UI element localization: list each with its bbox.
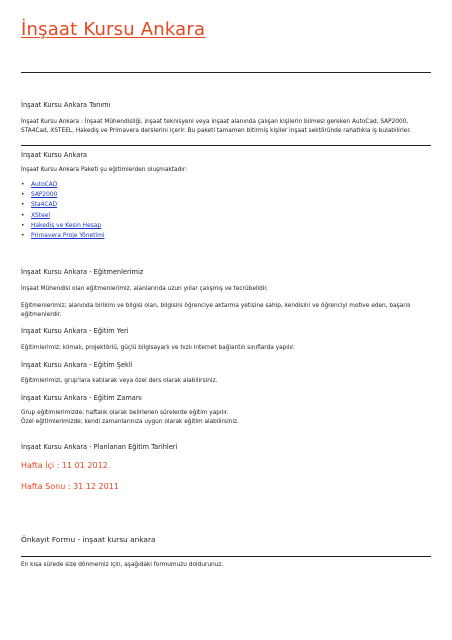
zaman-line-1: Grup eğitimlerimizde; haftalık olarak belirlenen sürelerde eğitim yapılır. <box>21 410 229 416</box>
link-autocad[interactable]: AutoCAD <box>31 182 58 188</box>
link-xsteel[interactable]: XSteel <box>31 212 50 219</box>
yer-heading: İnşaat Kursu Ankara - Eğitim Yeri <box>21 327 129 335</box>
zaman-line-2: Özel eğitimlerimizde; kendi zamanlarınıza uygun olarak eğitim alabilirsiniz. <box>21 419 239 426</box>
page-title[interactable]: İnşaat Kursu Ankara <box>21 19 206 40</box>
list-item <box>21 211 104 221</box>
bullet-icon: • <box>21 202 25 209</box>
sekil-heading: İnşaat Kursu Ankara - Eğitim Şekli <box>21 361 133 369</box>
link-sta4cad[interactable]: Sta4CAD <box>31 202 58 209</box>
divider-top <box>21 72 431 73</box>
zaman-text <box>21 409 433 427</box>
sekil-paragraph: Eğitimlerimizi, grup'lara katılarak veya özel ders olarak alabilirsiniz. <box>21 378 218 384</box>
tanim-text <box>21 118 433 136</box>
form-paragraph: En kısa sürede size dönmemiz için, aşağıdaki formumuzu doldurunuz. <box>21 562 224 568</box>
list-item <box>21 231 104 241</box>
link-primavera[interactable]: Primavera Proje Yönetimi <box>31 232 105 239</box>
hafta-sonu-date: Hafta Sonu : 31 12 2011 <box>21 482 119 491</box>
zaman-heading: İnşaat Kursu Ankara - Eğitim Zamanı <box>21 394 142 402</box>
sekil-text <box>21 377 433 386</box>
egitmenler-text-1 <box>21 285 433 294</box>
form-title: Önkayıt Formu - inşaat kursu ankara <box>21 535 156 544</box>
bullet-icon: • <box>21 192 25 199</box>
form-text <box>21 561 433 570</box>
yer-paragraph: Eğitimlerimiz; klimalı, projektörlü, güçlü bilgisayarlı ve hızlı internet bağlantılı sınıflarda yapılır. <box>21 345 295 351</box>
bullet-icon: • <box>21 232 25 239</box>
yer-text <box>21 344 433 353</box>
list-item <box>21 190 104 200</box>
egitmenler-paragraph-2: Eğitmenlerimiz; alanında birikim ve bilgisi olan, bilgisini öğrenciye aktarma yetisine sahip, kendisini ve öğrenciyi motive eden, başarılı eğitmenlerdir. <box>21 303 411 319</box>
divider-form <box>21 556 431 557</box>
link-sap2000[interactable]: SAP2000 <box>31 192 58 199</box>
tanim-heading: İnşaat Kursu Ankara Tanımı <box>21 101 111 109</box>
bullet-icon: • <box>21 212 25 219</box>
egitmenler-text-2 <box>21 302 433 320</box>
bullet-icon: • <box>21 222 25 229</box>
list-item <box>21 221 104 231</box>
paket-heading: İnşaat Kursu Ankara <box>21 151 88 159</box>
course-link-list <box>21 180 104 241</box>
hafta-ici-date: Hafta İçi : 11 01 2012 <box>21 461 108 470</box>
bullet-icon: • <box>21 182 25 188</box>
list-item <box>21 200 104 210</box>
link-hakedis[interactable]: Hakediş ve Kesin Hesap <box>31 222 102 229</box>
list-item <box>21 180 104 190</box>
egitmenler-heading: İnşaat Kursu Ankara - Eğitmenlerimiz <box>21 268 144 276</box>
egitmenler-paragraph-1: İnşaat Mühendisi olan eğitmenlerimiz, alanlarında uzun yıllar çalışmış ve tecrübelidir. <box>21 286 269 292</box>
tarihler-heading: İnşaat Kursu Ankara - Planlanan Eğitim Tarihleri <box>21 443 178 451</box>
divider-tanim <box>21 145 431 146</box>
tanim-paragraph: İnşaat Kursu Ankara : İnşaat Mühendisliği, inşaat teknisyeni veya inşaat alanında çalışan kişilerin bilmesi gereken AutoCad, SAP2000, STA4Cad, XSTEEL, Hakediş ve Primavera derslerini içerir. Bu paketi tamamen bitirmiş kişiler inşaat sektöründe rahatlıkla iş bulabilirler. <box>21 119 412 135</box>
paket-intro-text: İnşaat Kursu Ankara Paketi şu eğitimlerden oluşmaktadır: <box>21 167 188 173</box>
paket-intro <box>21 166 433 175</box>
